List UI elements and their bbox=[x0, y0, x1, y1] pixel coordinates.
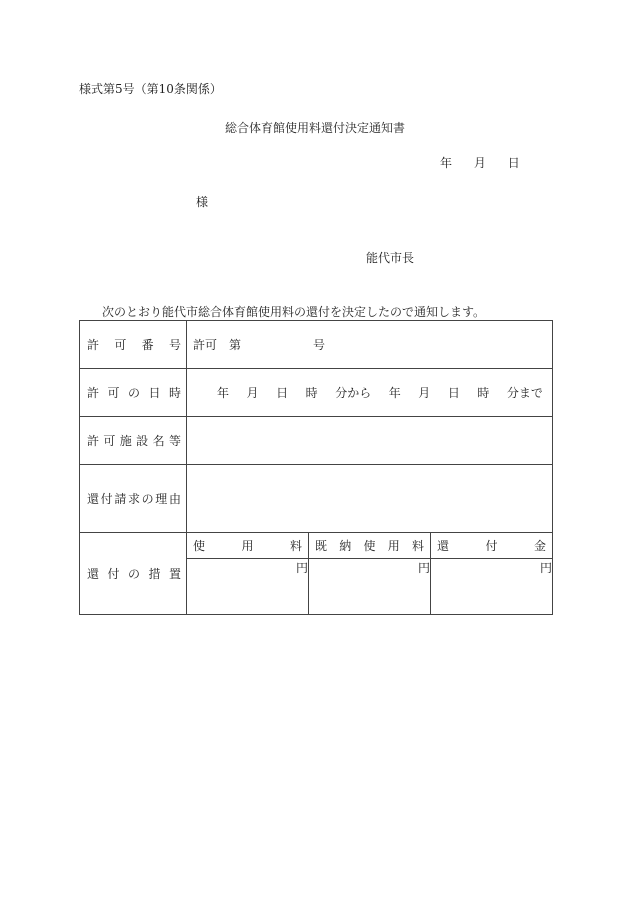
row-reason bbox=[80, 465, 553, 533]
refund-cell[interactable] bbox=[431, 559, 553, 615]
label-char: 料 bbox=[289, 539, 302, 553]
datetime-part: 日 bbox=[276, 386, 289, 400]
col-paid-fee-header bbox=[309, 533, 431, 559]
label-char: 施 bbox=[119, 434, 132, 448]
label-char: の bbox=[127, 567, 140, 581]
label-char: 等 bbox=[168, 434, 181, 448]
label-char: の bbox=[141, 492, 154, 506]
document-title: 総合体育館使用料還付決定通知書 bbox=[224, 121, 405, 135]
label-char: 可 bbox=[114, 338, 127, 352]
label-char: 名 bbox=[152, 434, 165, 448]
label-char: 還 bbox=[437, 539, 450, 553]
label-char: 付 bbox=[485, 539, 498, 553]
row-facility bbox=[80, 417, 553, 465]
label-char: 付 bbox=[100, 492, 113, 506]
paid-fee-cell[interactable] bbox=[309, 559, 431, 615]
label-char: 可 bbox=[103, 434, 116, 448]
yen-unit: 円 bbox=[295, 561, 308, 575]
sender: 能代市長 bbox=[366, 251, 415, 265]
col-refund-header bbox=[431, 533, 553, 559]
form-number: 様式第5号（第10条関係） bbox=[79, 82, 222, 96]
label-char: 還 bbox=[87, 492, 100, 506]
permit-prefix: 許可 第 bbox=[193, 338, 242, 352]
label-char: 設 bbox=[136, 434, 149, 448]
yen-unit: 円 bbox=[539, 561, 552, 575]
facility-label-cell bbox=[80, 417, 187, 465]
addressee: 様 bbox=[196, 195, 209, 209]
datetime-part: 時 bbox=[305, 386, 318, 400]
label-char: 用 bbox=[387, 539, 400, 553]
label-char: 号 bbox=[168, 338, 181, 352]
col-usage-fee-header bbox=[187, 533, 309, 559]
label-char: 許 bbox=[87, 386, 100, 400]
label-char: 求 bbox=[127, 492, 140, 506]
label-char: 請 bbox=[114, 492, 127, 506]
intro-text: 次のとおり能代市総合体育館使用料の還付を決定したので通知します。 bbox=[102, 305, 486, 319]
label-char: 許 bbox=[87, 434, 100, 448]
label-char: 付 bbox=[107, 567, 120, 581]
label-char: 料 bbox=[411, 539, 424, 553]
row-measure-headers bbox=[80, 533, 553, 559]
measure-label-cell bbox=[80, 533, 187, 615]
datetime-part: 月 bbox=[418, 386, 431, 400]
permit-number-cell[interactable] bbox=[187, 321, 553, 369]
label-char: 許 bbox=[87, 338, 100, 352]
datetime-parts bbox=[187, 384, 552, 401]
label-char: 還 bbox=[87, 567, 100, 581]
reason-cell[interactable] bbox=[187, 465, 553, 533]
date-year: 年 bbox=[440, 156, 453, 170]
permit-suffix: 号 bbox=[313, 338, 326, 352]
datetime-part: 分まで bbox=[506, 386, 543, 400]
label-char: 由 bbox=[168, 492, 181, 506]
reason-label-cell bbox=[80, 465, 187, 533]
refund-form-table bbox=[79, 320, 553, 615]
label-char: 可 bbox=[107, 386, 120, 400]
label-char: 金 bbox=[533, 539, 546, 553]
date-line bbox=[440, 154, 520, 171]
row-permit-number bbox=[80, 321, 553, 369]
label-char: 理 bbox=[155, 492, 168, 506]
label-char: 置 bbox=[168, 567, 181, 581]
label-char: 使 bbox=[193, 539, 206, 553]
label-char: 日 bbox=[148, 386, 161, 400]
datetime-part: 時 bbox=[477, 386, 490, 400]
facility-cell[interactable] bbox=[187, 417, 553, 465]
date-month: 月 bbox=[473, 156, 486, 170]
datetime-part: 月 bbox=[246, 386, 259, 400]
label-char: 使 bbox=[363, 539, 376, 553]
facility-label bbox=[80, 432, 186, 449]
label-char: 用 bbox=[241, 539, 254, 553]
datetime-part: 日 bbox=[447, 386, 460, 400]
yen-unit: 円 bbox=[417, 561, 430, 575]
permit-number-label bbox=[80, 336, 186, 353]
label-char: 時 bbox=[168, 386, 181, 400]
datetime-part: 年 bbox=[217, 386, 230, 400]
label-char: 既 bbox=[315, 539, 328, 553]
datetime-part: 分から bbox=[335, 386, 372, 400]
label-char: 措 bbox=[148, 567, 161, 581]
permit-number-label-cell bbox=[80, 321, 187, 369]
permit-datetime-cell[interactable] bbox=[187, 369, 553, 417]
usage-fee-cell[interactable] bbox=[187, 559, 309, 615]
permit-datetime-label-cell bbox=[80, 369, 187, 417]
label-char: の bbox=[127, 386, 140, 400]
date-day: 日 bbox=[507, 156, 520, 170]
row-permit-datetime bbox=[80, 369, 553, 417]
label-char: 納 bbox=[339, 539, 352, 553]
measure-label bbox=[80, 565, 186, 582]
permit-datetime-label bbox=[80, 384, 186, 401]
label-char: 番 bbox=[141, 338, 154, 352]
datetime-part: 年 bbox=[388, 386, 401, 400]
reason-label bbox=[80, 490, 186, 507]
